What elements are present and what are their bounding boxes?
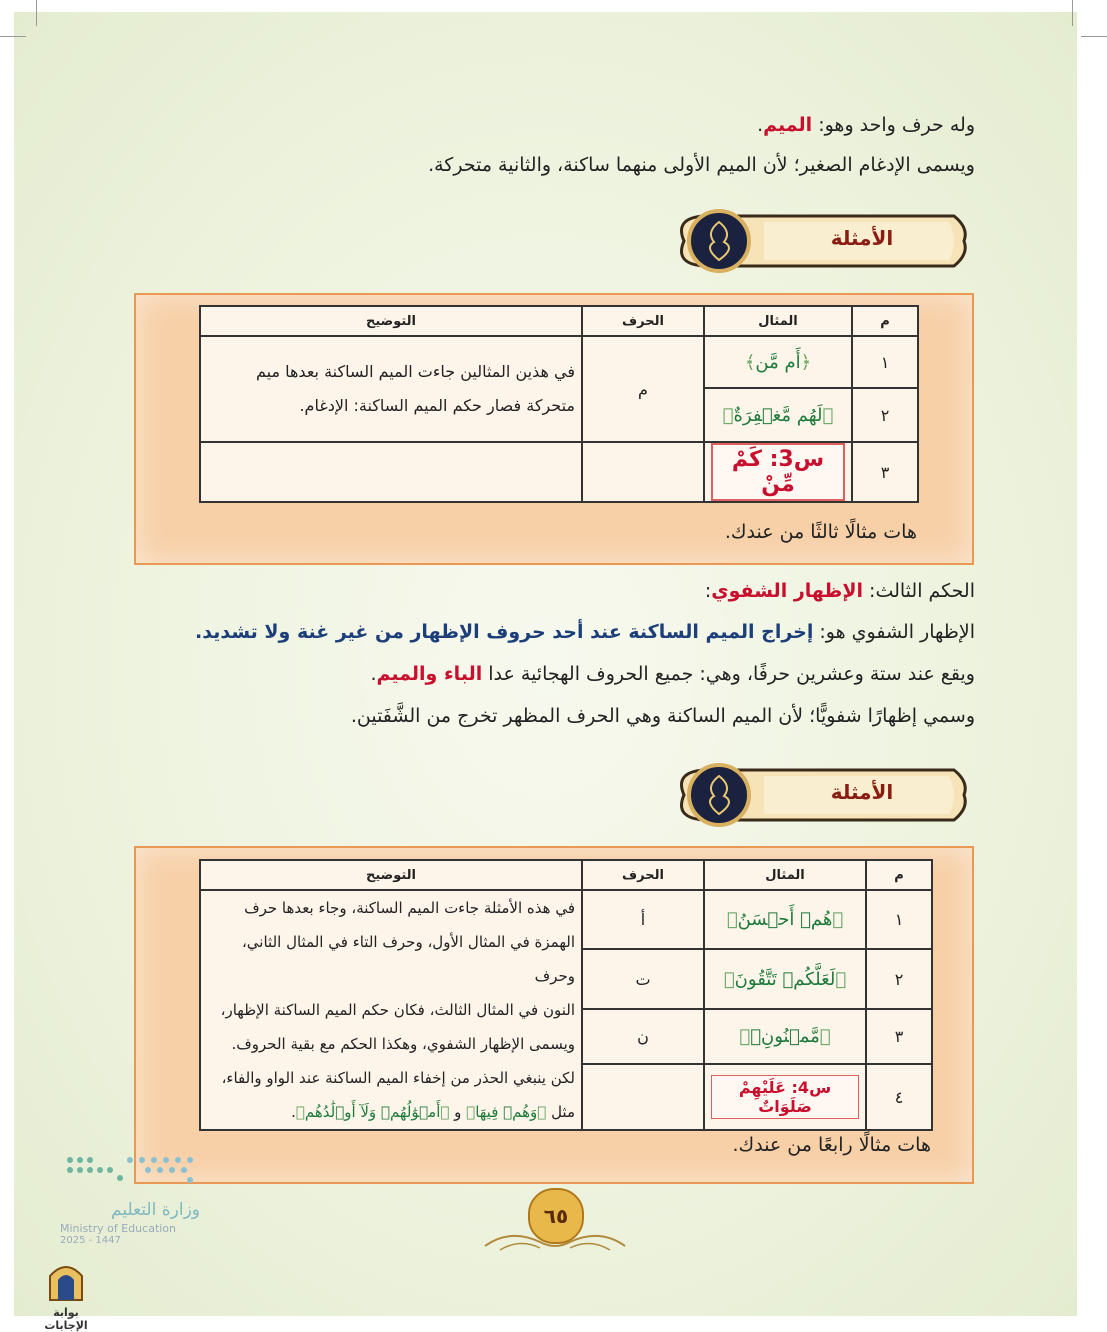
- intro-highlight: الميم: [763, 114, 813, 136]
- explanation-text: .: [291, 1103, 296, 1121]
- intro-suffix: .: [757, 114, 764, 136]
- header-example: المثال: [704, 306, 852, 336]
- table-row: [200, 890, 932, 949]
- header-num: م: [866, 860, 932, 890]
- ministry-name-en: Ministry of Education: [60, 1222, 177, 1235]
- banner-title: الأمثلة: [830, 780, 894, 804]
- examples-banner: [664, 762, 974, 828]
- ayah-text: أَم مَّن: [755, 351, 801, 373]
- table-row: [200, 336, 918, 388]
- intro-text: وله حرف واحد وهو:: [812, 114, 975, 136]
- rule3-title: [705, 580, 975, 602]
- explanation-line: لكن ينبغي الحذر من إخفاء الميم الساكنة عند الواو والفاء،: [221, 1069, 575, 1087]
- letter-cell: م: [582, 336, 704, 442]
- ayah-text: أَمۡوَٰلُهُمۡ وَلَآ أَوۡلَٰدُهُم: [304, 1103, 441, 1121]
- row-num: ٢: [866, 949, 932, 1008]
- header-example: المثال: [704, 860, 866, 890]
- letter-cell-empty: [582, 442, 704, 502]
- example-cell: ﴿لَعَلَّكُمۡ تَتَّقُونَ﴾: [704, 949, 866, 1008]
- ayah-inline: ﴿أَمۡوَٰلُهُمۡ وَلَآ أَوۡلَٰدُهُم﴾: [295, 1103, 450, 1121]
- ayah-text: وَهُمۡ فِيهَا: [475, 1103, 538, 1121]
- handwritten-answer: س4: عَلَيْهِمْ صَلَوَاتٌ: [711, 1075, 859, 1119]
- handwritten-answer: س3: كَمْ مِّنْ: [711, 443, 845, 501]
- table-header-row: [200, 306, 918, 336]
- answer-cell: [704, 442, 852, 502]
- rule3-occurs-highlight: الباء والميم: [376, 663, 483, 685]
- example-cell: ﴿هُمۡ أَحۡسَنُ﴾: [704, 890, 866, 949]
- explanation-text: مثل: [546, 1103, 575, 1121]
- page-number: ٦٥: [528, 1188, 584, 1244]
- explanation-line: ويسمى الإظهار الشفوي، وهكذا الحكم مع بقية الحروف.: [231, 1035, 575, 1053]
- answer-cell: [704, 1064, 866, 1130]
- intro-line-1: [757, 114, 975, 136]
- ministry-name-ar: وزارة التعليم: [111, 1200, 200, 1220]
- crop-mark: [1072, 0, 1073, 26]
- row-num: ٢: [852, 388, 918, 442]
- explanation-text: و: [449, 1103, 467, 1121]
- letter-cell: ن: [582, 1009, 704, 1064]
- rule3-naming: وسمي إظهارًا شفويًّا؛ لأن الميم الساكنة وهي الحرف المظهر تخرج من الشَّفَتين.: [350, 705, 975, 727]
- header-explanation: التوضيح: [200, 306, 582, 336]
- ayah-inline: ﴿وَهُمۡ فِيهَا﴾: [466, 1103, 547, 1121]
- rule3-def-text: الإظهار الشفوي هو:: [813, 621, 975, 643]
- explanation-line: النون في المثال الثالث، فكان حكم الميم الساكنة الإظهار،: [220, 1001, 575, 1019]
- ayah-text: لَعَلَّكُمۡ تَتَّقُونَ: [734, 968, 836, 990]
- page-number-ornament: [480, 1188, 630, 1258]
- example-cell: ﴿لَهُم مَّغۡفِرَةٌ﴾: [704, 388, 852, 442]
- watermark-logo: [30, 1258, 102, 1332]
- rule3-title-highlight: الإظهار الشفوي: [711, 580, 863, 602]
- examples-banner: [664, 208, 974, 274]
- ministry-year: 2025 - 1447: [60, 1235, 121, 1246]
- intro-line-2: ويسمى الإدغام الصغير؛ لأن الميم الأولى منهما ساكنة، والثانية متحركة.: [428, 154, 975, 176]
- row-num: ٤: [866, 1064, 932, 1130]
- ayah-text: هُمۡ أَحۡسَنُ: [737, 909, 833, 931]
- banner-title: الأمثلة: [830, 226, 894, 250]
- header-letter: الحرف: [582, 860, 704, 890]
- explanation-cell-empty: [200, 442, 582, 502]
- explanation-line: في هذه الأمثلة جاءت الميم الساكنة، وجاء بعدها حرف: [244, 899, 575, 917]
- rule3-definition: [195, 621, 975, 643]
- explanation-cell: [200, 890, 582, 1130]
- table-header-row: [200, 860, 932, 890]
- ayah-text: مَّمۡنُونِۭ: [750, 1026, 820, 1048]
- exercise-prompt-1: هات مثالًا ثالثًا من عندك.: [724, 521, 917, 543]
- crop-mark: [36, 0, 37, 26]
- letter-cell-empty: [582, 1064, 704, 1130]
- header-num: م: [852, 306, 918, 336]
- explanation-line: [207, 1095, 575, 1129]
- exercise-prompt-2: هات مثالًا رابعًا من عندك.: [732, 1134, 931, 1156]
- rule3-title-text: الحكم الثالث:: [863, 580, 975, 602]
- rule3-def-highlight: إخراج الميم الساكنة عند أحد حروف الإظهار من غير غنة ولا تشديد.: [195, 621, 814, 643]
- explanation-cell: في هذين المثالين جاءت الميم الساكنة بعدها ميم متحركة فصار حكم الميم الساكنة: الإدغام.: [200, 336, 582, 442]
- row-num: ٣: [852, 442, 918, 502]
- letter-cell: ت: [582, 949, 704, 1008]
- rule3-title-suffix: :: [704, 580, 712, 602]
- header-explanation: التوضيح: [200, 860, 582, 890]
- gate-icon: [46, 1258, 86, 1302]
- watermark-label: بوابة الإجابات: [44, 1306, 88, 1332]
- table-row: [200, 442, 918, 502]
- dots-logo-icon: [60, 1150, 200, 1190]
- examples-table-1: [199, 305, 919, 503]
- rule3-occurrence: [370, 663, 975, 685]
- examples-table-2: [199, 859, 933, 1131]
- header-letter: الحرف: [582, 306, 704, 336]
- example-cell: ﴿مَّمۡنُونِۭ﴾: [704, 1009, 866, 1064]
- crop-mark: [0, 36, 26, 37]
- row-num: ٣: [866, 1009, 932, 1064]
- row-num: ١: [852, 336, 918, 388]
- example-cell: ﴿أَم مَّن﴾: [704, 336, 852, 388]
- explanation-line: الهمزة في المثال الأول، وحرف التاء في المثال الثاني، وحرف: [241, 933, 575, 985]
- ministry-logo: [60, 1150, 200, 1246]
- ayah-text: لَهُم مَّغۡفِرَةٌ: [733, 404, 823, 426]
- rule3-occurs-suffix: .: [370, 663, 377, 685]
- crop-mark: [1081, 36, 1107, 37]
- letter-cell: أ: [582, 890, 704, 949]
- row-num: ١: [866, 890, 932, 949]
- rule3-occurs-text: ويقع عند ستة وعشرين حرفًا، وهي: جميع الحروف الهجائية عدا: [482, 663, 975, 685]
